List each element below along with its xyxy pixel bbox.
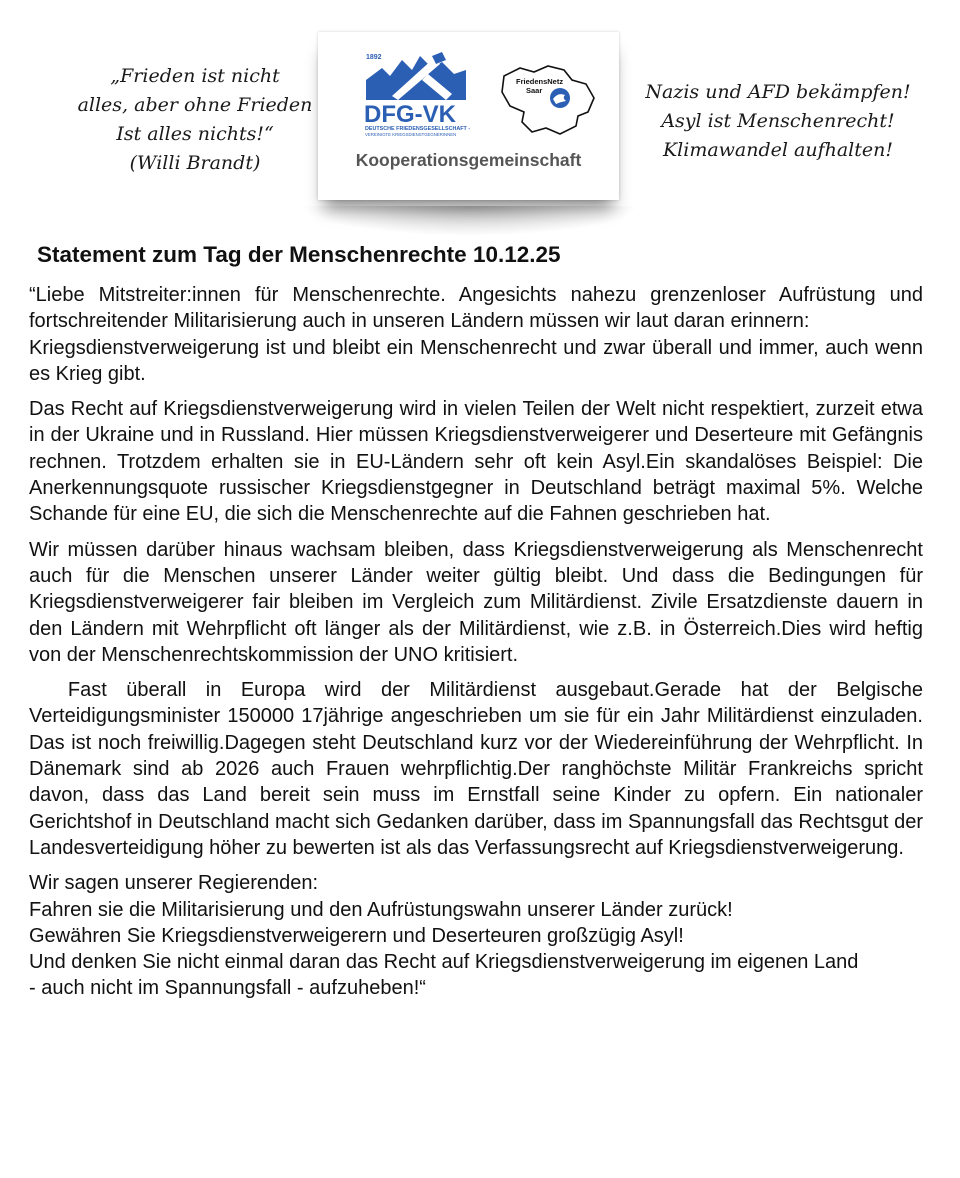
quote-line: alles, aber ohne Frieden: [77, 94, 313, 116]
slogan-line: Nazis und AFD bekämpfen!: [645, 81, 911, 103]
dfg-vk-logo: [362, 50, 472, 140]
demand-line-last: - auch nicht im Spannungsfall - aufzuheben!“: [29, 977, 426, 1000]
logo-org-short: DFG-VK: [364, 101, 456, 128]
brandt-quote: [70, 62, 320, 178]
slogan-line: Asyl ist Menschenrecht!: [661, 110, 895, 132]
slogan-line: Klimawandel aufhalten!: [662, 139, 894, 161]
paragraph-demands: [29, 870, 923, 949]
logo-network-1: FriedensNetz: [516, 77, 564, 86]
demand-line: Fahren sie die Militarisierung und den Aufrüstungswahn unserer Länder zurück!: [29, 898, 733, 921]
paragraph-vigilance: Wir müssen darüber hinaus wachsam bleiben, dass Kriegsdienstverweigerung als Menschenrecht auch für die Menschen unserer Länder weiter gültig bleibt. Und dass die Bedingungen für Kriegsdienstverweigerer fair bleiben im Vergleich zum Militärdienst. Zivile Ersatzdienste dauern in den Ländern mit Wehrpflicht oft länger als der Militärdienst, wie z.B. in Österreich.Dies wird heftig von der Menschenrechtskommission der UNO kritisiert.: [29, 538, 923, 666]
logo-org-full-2: VEREINIGTE KRIEGSDIENSTGEGNERINNEN: [365, 132, 457, 137]
quote-author: (Willi Brandt): [129, 152, 261, 174]
paragraph-intro: “Liebe Mitstreiter:innen für Menschenrechte. Angesichts nahezu grenzenloser Aufrüstung und fortschreitender Militarisierung auch in unseren Ländern müssen wir laut daran erinnern:: [29, 284, 923, 333]
dove-icon: [550, 88, 570, 108]
statement-title: Statement zum Tag der Menschenrechte 10.12.25: [37, 242, 561, 267]
logo-year: 1892: [366, 54, 382, 61]
quote-line: „Frieden ist nicht: [110, 65, 280, 87]
demand-line-justified: Und denken Sie nicht einmal daran das Recht auf Kriegsdienstverweigerung im eigenen Land: [29, 951, 859, 974]
statement-body: [29, 282, 923, 1011]
demand-line: Wir sagen unserer Regierenden:: [29, 872, 319, 895]
slogans: [628, 78, 928, 165]
logo-caption: Kooperationsgemeinschaft: [355, 150, 582, 170]
logo-org-full-1: DEUTSCHE FRIEDENSGESELLSCHAFT -: [365, 126, 471, 132]
logo-box: [318, 32, 619, 200]
logo-network-2: Saar: [526, 86, 543, 95]
friedensnetz-saar-logo: [498, 62, 598, 138]
paragraph-europe: Fast überall in Europa wird der Militärdienst ausgebaut.Gerade hat der Belgische Verteidigungsminister 150000 17jährige angeschrieben um sie für ein Jahr Militärdienst einzuladen. Das ist noch freiwillig.Dagegen steht Deutschland kurz vor der Wiedereinführung der Wehrpflicht. In Dänemark sind ab 2026 auch Frauen wehrpflichtig.Der ranghöchste Militär Frankreichs spricht davon, dass das Land bereit sein muss im Ernstfall seine Kinder zu opfern. Ein nationaler Gerichtshof in Deutschland macht sich Gedanken darüber, dass im Spannungsfall das Rechtsgut der Landesverteidigung höher zu bewerten ist als das Verfassungsrecht auf Kriegsdienstverweigerung.: [29, 679, 923, 859]
paragraph-asylum: Das Recht auf Kriegsdienstverweigerung wird in vielen Teilen der Welt nicht respektiert, zurzeit etwa in der Ukraine und in Russland. Hier müssen Kriegsdienstverweigerer und Deserteure mit Gefängnis rechnen. Trotzdem erhalten sie in EU-Ländern sehr oft kein Asyl.Ein skandalöses Beispiel: Die Anerkennungsquote russischer Kriegsdienstgegner in Deutschland beträgt maximal 5%. Welche Schande für eine EU, die sich die Menschenrechte auf die Fahnen geschrieben hat.: [29, 398, 923, 526]
quote-line: Ist alles nichts!“: [116, 123, 274, 145]
logo-shadow: [300, 206, 640, 236]
paragraph-core-claim: Kriegsdienstverweigerung ist und bleibt ein Menschenrecht und zwar überall und immer, auch wenn es Krieg gibt.: [29, 336, 923, 385]
demand-line: Gewähren Sie Kriegsdienstverweigerern und Deserteuren großzügig Asyl!: [29, 924, 684, 947]
